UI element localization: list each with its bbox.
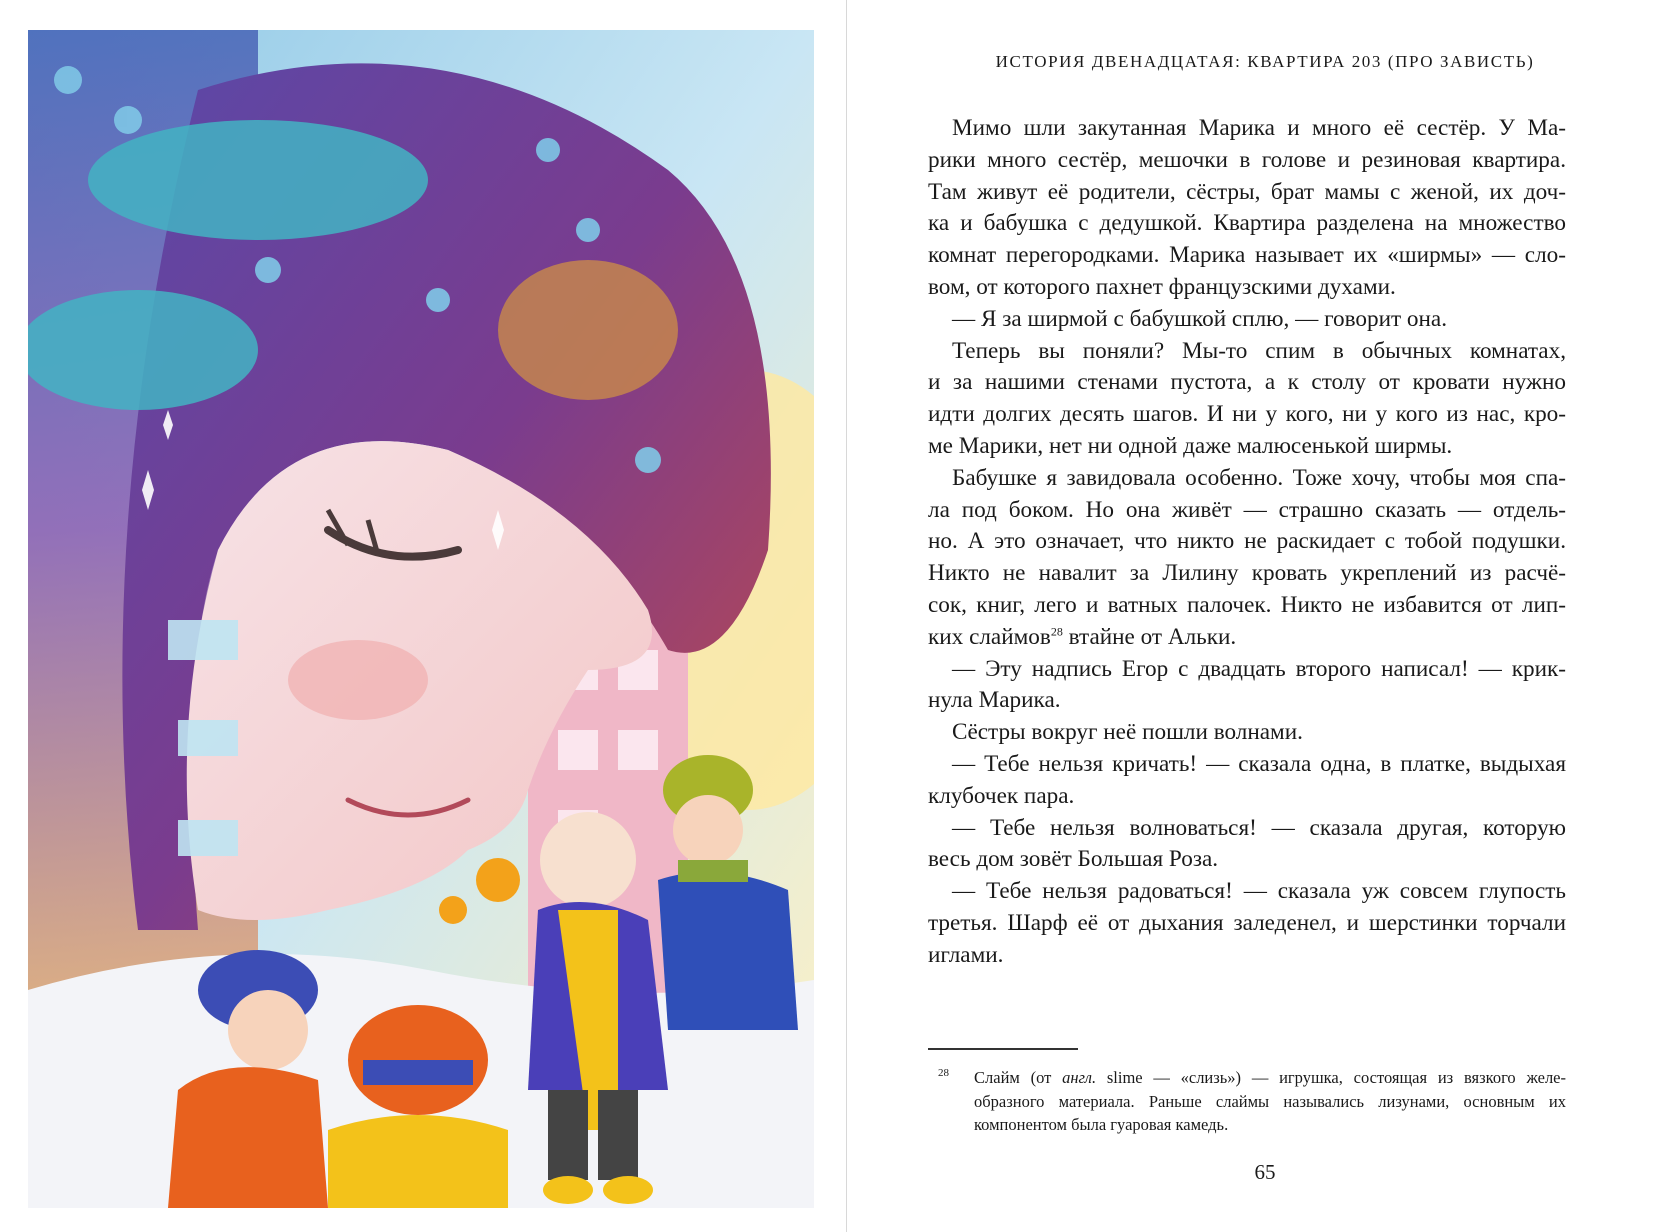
text-line: но. А это означает, что никто не раскидает с тобой подушки. (928, 528, 1566, 555)
text-line: — Тебе нельзя радоваться! — сказала уж совсем глупость (952, 878, 1566, 905)
page-gutter (846, 0, 847, 1232)
text-line: комнат перегородками. Марика называет их «ширмы» — сло- (928, 242, 1566, 269)
illustration (28, 30, 814, 1208)
text-line: Сёстры вокруг неё пошли волнами. (952, 719, 1303, 746)
footnote (928, 1066, 1566, 1137)
footnote-ref: 28 (1050, 624, 1063, 639)
text-line: нула Марика. (928, 687, 1061, 714)
body-text (928, 113, 1566, 972)
text-line: Там живут её родители, сёстры, брат мамы с женой, их доч- (928, 178, 1566, 205)
footnote-number: 28 (938, 1067, 949, 1079)
footnote-body (928, 1066, 1566, 1137)
page-number: 65 (1254, 1160, 1276, 1184)
text-line: ких слаймов$^{28}$ втайне от Альки. (928, 623, 1237, 650)
text-line: ме Марики, нет ни одной даже малюсенькой ширмы. (928, 432, 1453, 459)
text-line: весь дом зовёт Большая Роза. (928, 846, 1219, 873)
text-line: Бабушке я завидовала особенно. Тоже хочу, чтобы моя спа- (952, 464, 1566, 491)
footnote-line: Слайм (от англ. slime — «слизь») — игрушка, состоящая из вязкого желе- (974, 1068, 1566, 1087)
text-line: иглами. (928, 941, 1004, 968)
text-line: идти долгих десять шагов. И ни у кого, ни у кого из нас, кро- (928, 401, 1566, 428)
running-head: ИСТОРИЯ ДВЕНАДЦАТАЯ: КВАРТИРА 203 (ПРО ЗАВИСТЬ) (995, 52, 1535, 71)
text-line: Мимо шли закутанная Марика и много её сестёр. У Ма- (952, 115, 1566, 141)
text-line: — Тебе нельзя кричать! — сказала одна, в платке, выдыхая (952, 750, 1566, 777)
text-line: рики много сестёр, мешочки в голове и резиновая квартира. (928, 146, 1566, 173)
text-page (850, 0, 1680, 1232)
text-line: третья. Шарф её от дыхания заледенел, и шерстинки торчали (928, 909, 1566, 936)
text-line: вом, от которого пахнет французскими духами. (928, 273, 1396, 300)
footnote-rule (928, 1048, 1078, 1050)
text-line: — Тебе нельзя волноваться! — сказала другая, которую (952, 814, 1566, 841)
text-line: Никто не навалит за Лилину кровать укреплений из расчё- (928, 560, 1566, 587)
text-line: — Эту надпись Егор с двадцать второго написал! — крик- (952, 655, 1566, 682)
text-line: клубочек пара. (928, 782, 1075, 809)
text-line: — Я за ширмой с бабушкой сплю, — говорит она. (952, 305, 1448, 332)
text-line: ла под боком. Но она живёт — страшно сказать — отдель- (928, 496, 1566, 523)
text-line: ка и бабушка с дедушкой. Квартира разделена на множество (928, 210, 1566, 237)
footnote-line: компонентом была гуаровая камедь. (974, 1115, 1229, 1134)
text-line: Теперь вы поняли? Мы-то спим в обычных комнатах, (952, 337, 1566, 364)
text-line: сок, книг, лего и ватных палочек. Никто не избавится от лип- (928, 591, 1566, 618)
text-line: и за нашими стенами пустота, а к столу от кровати нужно (928, 369, 1566, 396)
footnote-line: образного материала. Раньше слаймы назывались лизунами, основным их (974, 1091, 1566, 1111)
